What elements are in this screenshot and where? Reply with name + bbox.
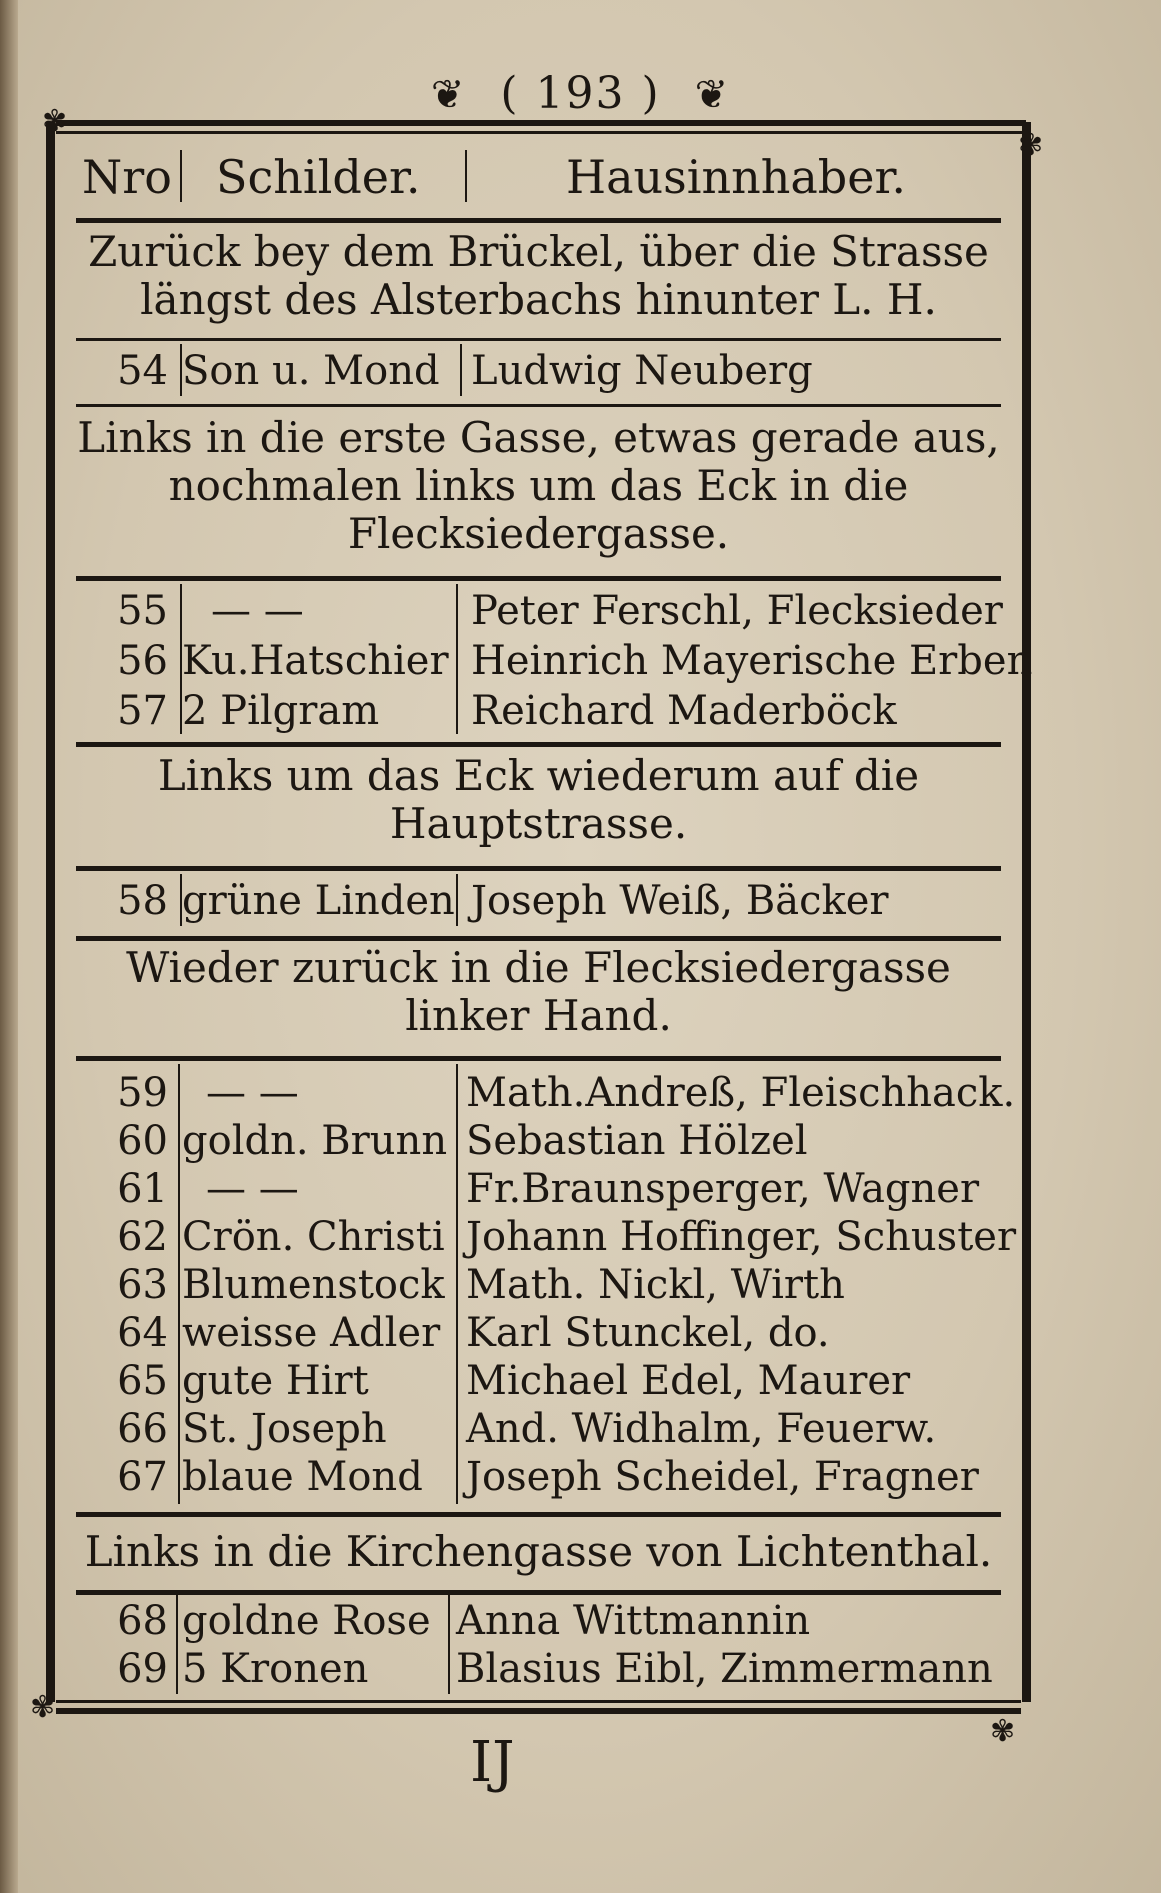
row-owner: Johann Hoffinger, Schuster bbox=[466, 1214, 1017, 1260]
row-number: 56 bbox=[117, 638, 168, 684]
row-number: 69 bbox=[117, 1646, 168, 1692]
direction-line: Links in die erste Gasse, etwas gerade aus, bbox=[77, 413, 1000, 462]
direction-text bbox=[76, 752, 1001, 848]
row-number: 54 bbox=[117, 348, 168, 394]
row-owner: Heinrich Mayerische Erben bbox=[471, 638, 1033, 684]
direction-line: Links in die Kirchengasse von Lichtenthal. bbox=[84, 1527, 993, 1576]
row-owner: Peter Ferschl, Flecksieder bbox=[471, 588, 1003, 634]
table-row bbox=[76, 1406, 1001, 1454]
corner-ornament-icon: ✾ bbox=[42, 104, 68, 139]
row-sign: weisse Adler bbox=[182, 1310, 441, 1356]
row-owner: Reichard Maderböck bbox=[471, 688, 897, 734]
direction-line: Flecksiedergasse. bbox=[347, 509, 730, 558]
section-rule bbox=[76, 1056, 1001, 1061]
row-owner: Joseph Scheidel, Fragner bbox=[466, 1454, 979, 1500]
row-sign: Ku.Hatschier bbox=[182, 638, 449, 684]
page-header bbox=[0, 68, 1161, 119]
direction-line: längst des Alsterbachs hinunter L. H. bbox=[140, 275, 937, 324]
row-number: 61 bbox=[117, 1166, 168, 1212]
column-nr: Nro bbox=[82, 150, 172, 204]
row-number: 57 bbox=[117, 688, 168, 734]
row-owner: Fr.Braunsperger, Wagner bbox=[466, 1166, 980, 1212]
table-row bbox=[76, 878, 1001, 926]
row-owner: Karl Stunckel, do. bbox=[466, 1310, 830, 1356]
section-rule bbox=[76, 866, 1001, 871]
page-number: ( 193 ) bbox=[500, 68, 661, 119]
direction-text bbox=[76, 944, 1001, 1040]
table-row bbox=[76, 1646, 1001, 1694]
column-divider bbox=[178, 1064, 180, 1504]
column-divider bbox=[456, 874, 458, 926]
row-number: 60 bbox=[117, 1118, 168, 1164]
row-owner: Math.Andreß, Fleischhack. bbox=[466, 1070, 1016, 1116]
row-owner: And. Widhalm, Feuerw. bbox=[466, 1406, 937, 1452]
row-number: 62 bbox=[117, 1214, 168, 1260]
column-schilder: Schilder. bbox=[216, 150, 421, 204]
row-owner: Blasius Eibl, Zimmermann bbox=[456, 1646, 993, 1692]
column-divider bbox=[456, 584, 458, 734]
row-sign: 5 Kronen bbox=[182, 1646, 369, 1692]
row-sign: — — bbox=[211, 588, 304, 634]
direction-line: Links um das Eck wiederum auf die bbox=[157, 751, 920, 800]
book-spine bbox=[0, 0, 18, 1893]
table-row bbox=[76, 1454, 1001, 1502]
table-row bbox=[76, 1214, 1017, 1262]
direction-line: nochmalen links um das Eck in die bbox=[168, 461, 909, 510]
row-sign: goldne Rose bbox=[182, 1598, 431, 1644]
direction-text bbox=[76, 1528, 1001, 1576]
corner-ornament-icon: ✾ bbox=[30, 1690, 56, 1725]
column-divider bbox=[180, 584, 182, 734]
row-sign: Son u. Mond bbox=[182, 348, 440, 394]
row-owner: Anna Wittmannin bbox=[456, 1598, 811, 1644]
direction-line: Wieder zurück in die Flecksiedergasse bbox=[126, 943, 951, 992]
column-hausinnhaber: Hausinnhaber. bbox=[566, 150, 907, 204]
direction-text bbox=[76, 414, 1001, 558]
direction-text bbox=[76, 228, 1001, 324]
row-sign: Crön. Christi bbox=[182, 1214, 445, 1260]
row-number: 67 bbox=[117, 1454, 168, 1500]
row-sign: grüne Linden bbox=[182, 878, 455, 924]
section-rule bbox=[76, 338, 1001, 341]
column-header bbox=[76, 150, 996, 210]
table-row bbox=[76, 638, 1033, 686]
column-divider bbox=[460, 344, 462, 396]
table-row bbox=[76, 1118, 1001, 1166]
section-rule bbox=[76, 404, 1001, 407]
row-number: 66 bbox=[117, 1406, 168, 1452]
column-divider bbox=[448, 1594, 450, 1694]
section-rule bbox=[76, 936, 1001, 941]
row-owner: Ludwig Neuberg bbox=[471, 348, 813, 394]
row-sign: blaue Mond bbox=[182, 1454, 423, 1500]
table-row bbox=[76, 1070, 1016, 1118]
header-rule bbox=[76, 218, 1001, 223]
row-number: 59 bbox=[117, 1070, 168, 1116]
section-rule bbox=[76, 576, 1001, 581]
column-divider bbox=[180, 344, 182, 396]
corner-ornament-icon: ✾ bbox=[990, 1714, 1016, 1749]
column-divider bbox=[180, 874, 182, 926]
corner-ornament-icon: ✾ bbox=[1018, 128, 1044, 163]
row-number: 55 bbox=[117, 588, 168, 634]
row-owner: Joseph Weiß, Bäcker bbox=[471, 878, 889, 924]
direction-line: Zurück bey dem Brückel, über die Strasse bbox=[88, 227, 989, 276]
row-sign: — — bbox=[206, 1166, 299, 1212]
table-row bbox=[76, 1598, 1001, 1646]
section-rule bbox=[76, 742, 1001, 747]
row-number: 68 bbox=[117, 1598, 168, 1644]
section-rule bbox=[76, 1512, 1001, 1517]
column-divider bbox=[456, 1064, 458, 1504]
table-row bbox=[76, 1262, 1001, 1310]
row-sign: gute Hirt bbox=[182, 1358, 369, 1404]
row-number: 63 bbox=[117, 1262, 168, 1308]
section-rule bbox=[76, 1590, 1001, 1595]
header-divider bbox=[180, 150, 182, 202]
row-owner: Sebastian Hölzel bbox=[466, 1118, 808, 1164]
direction-line: linker Hand. bbox=[405, 991, 672, 1040]
signature-mark: IJ bbox=[470, 1730, 515, 1795]
table-row bbox=[76, 1310, 1001, 1358]
row-number: 58 bbox=[117, 878, 168, 924]
table-row bbox=[76, 588, 1001, 636]
ornament-right-icon: ❦ bbox=[694, 72, 731, 118]
row-sign: goldn. Brunn bbox=[182, 1118, 448, 1164]
column-divider bbox=[176, 1594, 178, 1694]
row-owner: Michael Edel, Maurer bbox=[466, 1358, 911, 1404]
ornament-left-icon: ❦ bbox=[430, 72, 467, 118]
table-row bbox=[76, 348, 1001, 396]
row-number: 64 bbox=[117, 1310, 168, 1356]
table-row bbox=[76, 688, 1001, 736]
row-sign: — — bbox=[206, 1070, 299, 1116]
header-divider bbox=[465, 150, 467, 202]
row-owner: Math. Nickl, Wirth bbox=[466, 1262, 845, 1308]
row-sign: St. Joseph bbox=[182, 1406, 387, 1452]
row-number: 65 bbox=[117, 1358, 168, 1404]
table-row bbox=[76, 1358, 1001, 1406]
direction-line: Hauptstrasse. bbox=[389, 799, 688, 848]
row-sign: Blumenstock bbox=[182, 1262, 445, 1308]
bottom-border-rule bbox=[56, 1700, 1021, 1714]
table-row bbox=[76, 1166, 1001, 1214]
row-sign: 2 Pilgram bbox=[182, 688, 380, 734]
